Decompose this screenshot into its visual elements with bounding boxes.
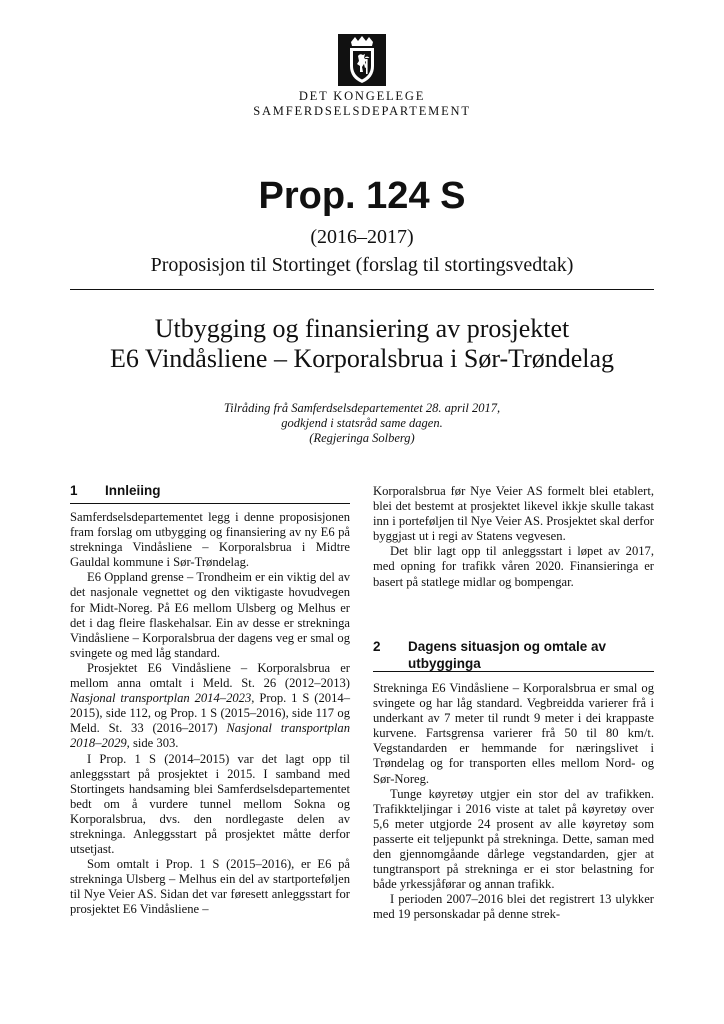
paragraph: Tunge køyretøy utgjer ein stor del av trafikken. Trafikkteljingar i 2016 viste at talet på køyretøy over 5,6 meter utgjorde 24 prosent av alle køyretøy som passerte eit teljepunkt på strekninga. Dette, saman med den gjennomgåande dårlege vegstandarden, gjer at tungtransport på strekninga er ei stor belastning for både yrkessjåførar og annan trafikk.: [373, 786, 654, 892]
title-divider: [70, 289, 654, 290]
paragraph: Strekninga E6 Vindåsliene – Korporalsbrua er smal og svingete og har låg standard. Vegbreidda varierer frå i underkant av 7 meter til rundt 9 meter i dei krappaste kurvene. Fartsgrensa varierer frå 50 til 80 km/t. Vegstandarden er hemmande for næringslivet i Trøndelag og for transporten elles mellom Nord- og Sør-Noreg.: [373, 681, 654, 786]
parliamentary-session: (2016–2017): [310, 226, 414, 248]
document-title-line2: E6 Vindåsliene – Korporalsbrua i Sør-Trøndelag: [109, 344, 615, 373]
right-column-continuation: [373, 484, 654, 590]
recommendation-line3: (Regjeringa Solberg): [309, 431, 415, 445]
recommendation-line1: Tilråding frå Samferdselsdepartementet 28. april 2017,: [223, 401, 501, 415]
italic-reference: Nasjonal transportplan 2014–2023: [70, 691, 252, 706]
text-run: , Prop. 1 S (2014–2015), side 112, og Prop. 1 S (2015–2016), side 117 og Meld. St. 33 (2016–2017): [70, 691, 350, 736]
section-title: Dagens situasjon og omtale av utbygginga: [408, 639, 607, 671]
paragraph: Som omtalt i Prop. 1 S (2015–2016), er E6 på strekninga Ulsberg – Melhus ein del av startporteføljen til Nye Veier AS. Sidan det var føresett anleggsstart for prosjektet E6 Vindåsliene –: [70, 857, 350, 917]
proposition-number: Prop. 124 S: [258, 175, 466, 217]
paragraph: Samferdselsdepartementet legg i denne proposisjonen fram forslag om utbygging og finansiering av ny E6 på strekninga Vindåsliene – Korporalsbrua i Midtre Gauldal kommune i Sør-Trøndelag.: [70, 510, 350, 570]
text-run: Prosjektet E6 Vindåsliene – Korporalsbrua er mellom anna omtalt i Meld. St. 26 (2012–2013): [70, 660, 350, 691]
paragraph: [70, 661, 350, 752]
paragraph: Det blir lagt opp til anleggsstart i løpet av 2017, med opning for trafikk våren 2020. Finansieringa er basert på statlege midlar og bompengar.: [373, 544, 654, 589]
section-heading-rule: [373, 671, 654, 672]
italic-reference: Nasjonal transportplan 2018–2029,: [70, 721, 350, 751]
paragraph: I perioden 2007–2016 blei det registrert 13 ulykker med 19 personskadar på denne strek-: [373, 892, 654, 922]
left-column: [70, 510, 350, 918]
paragraph: I Prop. 1 S (2014–2015) var det lagt opp til anleggsstart på prosjektet i 2015. I samband med Stortingets handsaming blei Samferdselsdepartementet bedt om å vurdere tunnel mellom Sokna og Korporalsbrua, dvs. den nordlegaste delen av strekninga. Anleggsstart på prosjektet måtte derfor utsetjast.: [70, 751, 350, 857]
section-title: Innleiing: [105, 483, 161, 498]
paragraph: E6 Oppland grense – Trondheim er ein viktig del av det nasjonale vegnettet og den viktigaste hovudvegen for Midt-Noreg. På E6 mellom Ulsberg og Melhus er det i dag fleire flaskehalsar. Ein av desse er strekninga Vindåsliene – Korporalsbrua der dagens veg er smal og svingete og med låg standard.: [70, 570, 350, 660]
document-title-line1: Utbygging og finansiering av prosjektet: [154, 314, 570, 343]
recommendation-line2: godkjend i statsråd same dagen.: [281, 416, 443, 430]
right-column-section-2: [373, 681, 654, 923]
proposition-type: Proposisjon til Stortinget (forslag til stortingsvedtak): [150, 254, 574, 276]
section-number: 2: [373, 639, 381, 654]
paragraph: Korporalsbrua før Nye Veier AS formelt blei etablert, blei det bestemt at prosjektet likevel ikkje skulle takast inn i porteføljen til Nye Veier AS. Prosjektet skal derfor byggjast ut i regi av Statens vegvesen.: [373, 484, 654, 544]
section-2-heading: [373, 638, 653, 672]
section-heading-rule: [70, 503, 350, 504]
section-1-heading: [70, 482, 350, 500]
section-number: 1: [70, 483, 78, 498]
ministry-name-line2: SAMFERDSELSDEPARTEMENT: [253, 104, 471, 118]
text-run: side 303.: [129, 736, 179, 751]
coat-of-arms-icon: [338, 34, 386, 86]
ministry-name-line1: DET KONGELEGE: [298, 89, 426, 103]
